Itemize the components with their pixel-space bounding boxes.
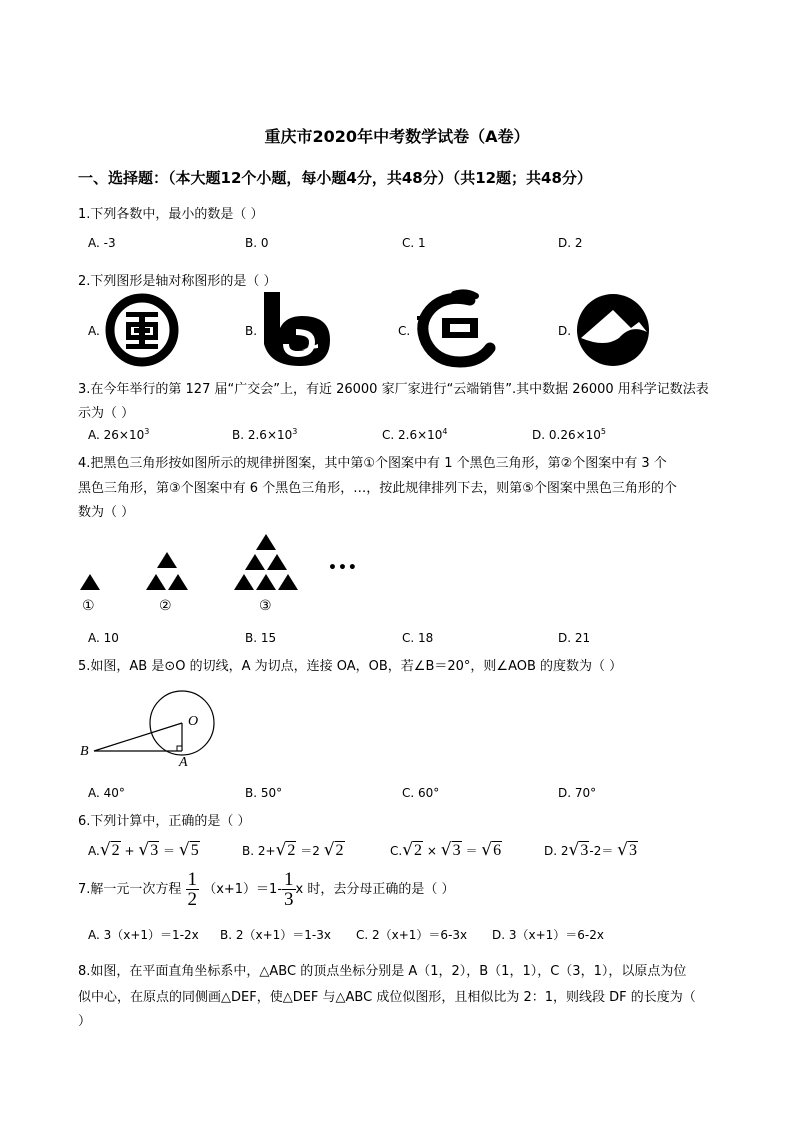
q5-option-b[interactable]: B. 50° [245, 786, 283, 800]
q4-option-a[interactable]: A. 10 [88, 631, 119, 645]
q2-option-d[interactable]: D. [558, 324, 572, 338]
q4-option-d[interactable]: D. 21 [558, 631, 591, 645]
bank-b-logo-icon [258, 292, 336, 368]
pattern3-triangle [256, 534, 276, 550]
question-4-stem-line2: 黑色三角形，第③个图案中有 6 个黑色三角形，…，按此规律排列下去，则第⑤个图案中黑色三角形的个 [78, 481, 677, 496]
question-4-stem-line1: 4.把黑色三角形按如图所示的规律拼图案，其中第①个图案中有 1 个黑色三角形，第②个图案中有 3 个 [78, 456, 667, 471]
question-6-stem: 6.下列计算中，正确的是（ ） [78, 814, 251, 829]
q6-option-b[interactable]: B. 2+√2 ＝2 √2 [242, 840, 344, 860]
icbc-logo-icon [104, 292, 180, 368]
page-title: 重庆市2020年中考数学试卷（A卷） [264, 127, 530, 146]
tangent-circle-figure [78, 688, 228, 778]
q2-option-c[interactable]: C. [398, 324, 411, 338]
q5-option-a[interactable]: A. 40° [88, 786, 125, 800]
pattern1-triangle [80, 574, 100, 590]
q6-option-d[interactable]: D. 2√3-2＝ √3 [544, 840, 637, 860]
q1-option-a[interactable]: A. -3 [88, 236, 116, 250]
pattern3-triangle [256, 574, 276, 590]
fraction-one-third: $\frac{1}{3}$ [284, 869, 294, 910]
pattern3-label: ③ [259, 598, 272, 614]
pattern3-triangle [267, 554, 287, 570]
fraction-one-half: $\frac{1}{2}$ [187, 869, 198, 910]
point-o-label: O [188, 714, 199, 729]
q2-option-b[interactable]: B. [245, 324, 258, 338]
question-1-stem: 1.下列各数中，最小的数是（ ） [78, 207, 264, 222]
pattern1-label: ① [82, 598, 95, 614]
q3-option-c[interactable]: C. $2.6\times 10^4$ [382, 427, 448, 442]
q3-option-a[interactable]: A. $26\times 10^3$ [88, 427, 150, 442]
q1-option-d[interactable]: D. 2 [558, 236, 583, 250]
question-4-stem-line3: 数为（ ） [78, 505, 135, 520]
q3-option-d[interactable]: D. $0.26\times 10^5$ [532, 427, 607, 442]
pattern2-triangle [157, 552, 177, 568]
question-3-stem-line1: 3.在今年举行的第 127 届“广交会”上，有近 26000 家厂家进行“云端销售”.其中数据 26000 用科学记数法表 [78, 382, 709, 397]
pattern3-triangle [234, 574, 254, 590]
question-3-stem-line2: 示为（ ） [78, 406, 135, 421]
bank-d-logo-icon [575, 292, 651, 368]
pattern3-triangle [245, 554, 265, 570]
triangle-pattern-figure [78, 530, 318, 600]
q4-option-c[interactable]: C. 18 [402, 631, 434, 645]
question-7-stem: 7.解一元一次方程 $\frac{1}{2}$ （x+1）＝1- $\frac{1}{3}$ x 时，去分母正确的是（ ） [78, 869, 455, 910]
ellipsis-dots: ••• [328, 560, 358, 576]
pattern2-triangle [146, 574, 166, 590]
q4-option-b[interactable]: B. 15 [245, 631, 277, 645]
q1-option-c[interactable]: C. 1 [402, 236, 426, 250]
q6-option-a[interactable]: A.√2 + √3 ＝ √5 [88, 840, 199, 860]
pattern2-triangle [168, 574, 188, 590]
q7-option-d[interactable]: D. 3（x+1）＝6-2x [492, 928, 604, 942]
q5-option-c[interactable]: C. 60° [402, 786, 440, 800]
q2-option-a[interactable]: A. [88, 324, 100, 338]
bank-c-logo-icon [414, 290, 500, 370]
q7-option-c[interactable]: C. 2（x+1）＝6-3x [356, 928, 468, 942]
pattern3-triangle [278, 574, 298, 590]
pattern2-label: ② [159, 598, 172, 614]
question-8-stem-line2: 似中心，在原点的同侧画△DEF，使△DEF 与△ABC 成位似图形，且相似比为 2：1，则线段 DF 的长度为（ [78, 990, 696, 1005]
q7-option-b[interactable]: B. 2（x+1）＝1-3x [220, 928, 331, 942]
q3-option-b[interactable]: B. $2.6\times 10^3$ [232, 427, 298, 442]
question-5-stem: 5.如图，AB 是⊙O 的切线，A 为切点，连接 OA，OB，若∠B＝20°，则∠AOB 的度数为（ ） [78, 659, 623, 674]
q5-option-d[interactable]: D. 70° [558, 786, 597, 800]
section-heading: 一、选择题：（本大题12个小题，每小题4分，共48分）（共12题；共48分） [78, 169, 592, 187]
q1-option-b[interactable]: B. 0 [245, 236, 269, 250]
q7-option-a[interactable]: A. 3（x+1）＝1-2x [88, 928, 199, 942]
question-8-stem-line3: ） [78, 1014, 92, 1029]
point-b-label: B [80, 744, 89, 759]
point-a-label: A [179, 755, 188, 770]
question-8-stem-line1: 8.如图，在平面直角坐标系中，△ABC 的顶点坐标分别是 A（1，2），B（1，1），C（3，1），以原点为位 [78, 964, 687, 979]
q6-option-c[interactable]: C.√2 × √3 ＝ √6 [390, 840, 502, 860]
question-2-stem: 2.下列图形是轴对称图形的是（ ） [78, 274, 277, 289]
